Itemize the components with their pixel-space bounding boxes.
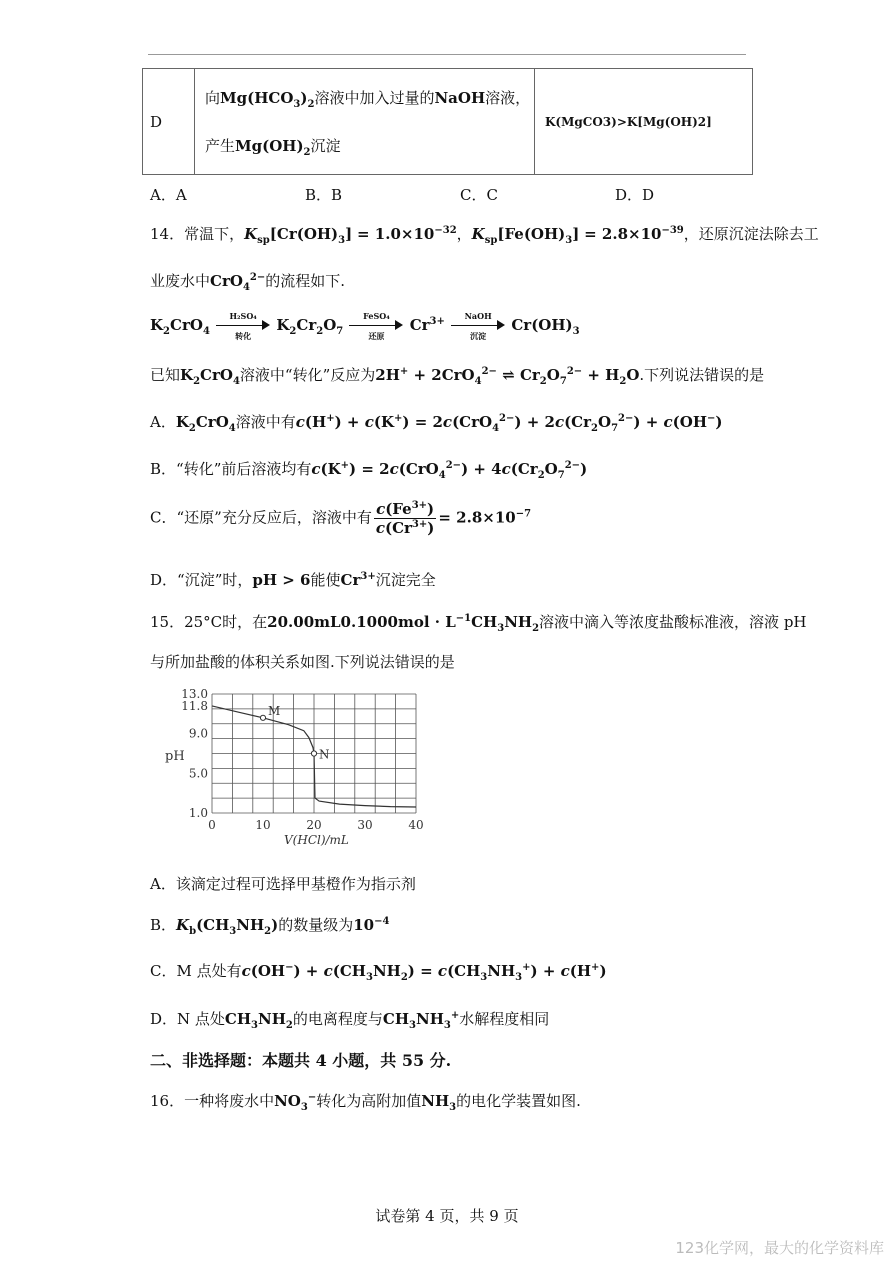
chart-y-ticks — [181, 687, 208, 820]
flow-arrow-2 — [349, 311, 403, 341]
reagent-label: NaOH — [464, 311, 492, 321]
stem-text: 14．常温下， — [150, 225, 245, 243]
choice-c: C．C — [460, 186, 498, 204]
x-tick-label: 0 — [208, 818, 216, 832]
option-text: C．“还原”充分反应后，溶液中有 — [150, 508, 372, 527]
stem-text: .下列说法错误的是 — [639, 366, 765, 384]
q13-choices — [150, 184, 770, 205]
x-tick-label: 10 — [255, 818, 271, 832]
exp-ksp2: −39 — [661, 225, 684, 236]
reagent-label: H₂SO₄ — [229, 311, 257, 321]
stem-text: 的流程如下. — [265, 272, 346, 290]
q16-stem: 16．一种将废水中$NO_3^-$转化为高附加值$NH_3$的电化学装置如图. — [150, 1092, 581, 1113]
watermark: 123化学网，最大的化学资料库 — [675, 1239, 884, 1257]
formula-mg-oh2: $Mg(OH)_2$ — [235, 136, 311, 158]
desc-text: 溶液， — [485, 88, 531, 107]
q14-option-c — [150, 500, 531, 537]
q14-option-d: D．“沉淀”时，pH > 6能使$Cr^{3+}$沉淀完全 — [150, 571, 436, 589]
row-description — [195, 69, 535, 175]
stem-text: 已知 — [150, 366, 181, 384]
stem-text: 溶液中“转化”反应为 — [239, 366, 376, 384]
chart-x-ticks — [208, 818, 423, 832]
step-label: 转化 — [235, 331, 252, 341]
row-conclusion — [535, 69, 753, 175]
q14-option-b: B．“转化”前后溶液均有$c(K^+) = 2c(CrO_4^{2-}) + 4c(Cr_2O_7^{2-})$ — [150, 460, 588, 481]
point-label-m: M — [268, 703, 281, 718]
point-m — [260, 715, 265, 720]
option-text: 沉淀完全 — [375, 571, 436, 589]
y-tick-label: 1.0 — [188, 806, 208, 820]
option-text: 水解程度相同 — [459, 1010, 550, 1028]
formula-naoh: NaOH — [434, 88, 486, 107]
y-tick-label: 5.0 — [188, 766, 208, 781]
concentration: 20.00mL0.1000mol · L — [267, 613, 456, 631]
point-n — [311, 751, 316, 756]
step-label: 沉淀 — [470, 331, 487, 341]
desc-line-2 — [205, 122, 533, 170]
q14-stem-line2: 业废水中CrO$_4^{2-}$的流程如下. — [150, 272, 346, 293]
q14-known: 已知$K_2CrO_4$溶液中“转化”反应为2H+ + 2CrO$_4^{2-}$ ⇌ $Cr_2O_7^{2-} + H_2O$.下列说法错误的是 — [150, 366, 765, 387]
chart-x-label: V(HCl)/mL — [284, 833, 349, 847]
formula-mg-hco3: $Mg(HCO_3)_2$ — [220, 88, 315, 110]
option-exp: −7 — [515, 508, 532, 520]
q15-option-c: C．M 点处有$c(OH^-) + c(CH_3NH_2) = c(CH_3NH_3^+) + c(H^+)$ — [150, 962, 607, 983]
option-text: B． — [150, 916, 177, 934]
exp-ksp1: −32 — [434, 225, 457, 236]
q15-option-d: D．N 点处$CH_3NH_2$的电离程度与$CH_3NH_3^+$水解程度相同 — [150, 1010, 550, 1031]
page-footer: 试卷第 4 页，共 9 页 — [375, 1207, 519, 1225]
y-tick-label: 11.8 — [181, 698, 208, 713]
step-label: 还原 — [368, 331, 385, 341]
point-label-n: N — [319, 747, 330, 762]
option-text: 能使 — [310, 571, 341, 589]
desc-line-1 — [205, 74, 533, 122]
conclusion-text: K(MgCO3)>K[Mg(OH)2] — [545, 114, 712, 129]
row-label: D — [143, 69, 195, 175]
q14-option-a: A．$K_2CrO_4$溶液中有$c(H^+) + c(K^+) = 2c(CrO_4^{2-}) + 2c(Cr_2O_7^{2-}) + c(OH^-)$ — [150, 413, 723, 434]
option-table — [142, 68, 753, 175]
stem-text: 15．25°C时，在 — [150, 613, 268, 631]
stem-text: 溶液中滴入等浓度盐酸标准液，溶液 pH — [539, 613, 807, 631]
stem-text: 转化为高附加值 — [316, 1092, 422, 1110]
table-row — [143, 69, 753, 175]
header-rule — [148, 54, 746, 55]
chart-points — [260, 704, 329, 762]
stem-text: 业废水中 — [150, 272, 211, 290]
q15-option-a: A．该滴定过程可选择甲基橙作为指示剂 — [150, 875, 416, 893]
fraction: $\frac{c(Fe^{3+})}{c(Cr^{3+})}$ — [375, 500, 435, 537]
flow-arrow-3 — [451, 311, 505, 341]
option-text: 的电离程度与 — [292, 1010, 383, 1028]
desc-text: 向 — [205, 88, 221, 107]
option-text: A． — [150, 413, 176, 431]
y-tick-label: 9.0 — [188, 726, 208, 741]
q15-stem-line1: 15．25°C时，在$20.00mL0.1000mol \cdot L^{-1}CH_3NH_2$溶液中滴入等浓度盐酸标准液，溶液 pH — [150, 613, 807, 634]
q15-stem-line2: 与所加盐酸的体积关系如图.下列说法错误的是 — [150, 653, 455, 671]
formula-cr-oh3: Cr(OH) — [276, 225, 339, 243]
q14-flow: $K_2CrO_4$ H₂SO₄ 转化 $K_2Cr_2O_7$ FeSO₄ 还原 $Cr^{3+}$ NaOH 沉淀 $Cr(OH)_3$ — [150, 311, 580, 341]
q14-stem-line1: 14．常温下，$K_{sp}[Cr(OH)_3] = 1.0\times 10^{-32}$，$K_{sp}[Fe(OH)_3] = 2.8\times 10^{-39}$，还原沉淀法除去工 — [150, 225, 819, 246]
stem-text: ，还原沉淀法除去工 — [683, 225, 819, 243]
x-tick-label: 20 — [306, 818, 322, 832]
q15-option-b: B．$K_b(CH_3NH_2)$的数量级为$10^{-4}$ — [150, 916, 390, 937]
titration-chart — [155, 686, 435, 852]
reagent-label: FeSO₄ — [363, 311, 390, 321]
stem-text: 16．一种将废水中 — [150, 1092, 275, 1110]
choice-d: D．D — [615, 186, 655, 204]
option-text: 溶液中有 — [235, 413, 296, 431]
y-tick-label: 13.0 — [181, 687, 208, 701]
option-value: = 2.8×10 — [438, 508, 516, 527]
formula-fe-oh3: Fe(OH) — [504, 225, 566, 243]
desc-text: 产生 — [205, 136, 236, 155]
x-tick-label: 40 — [408, 818, 424, 832]
option-text: B．“转化”前后溶液均有 — [150, 460, 312, 478]
option-exp: −4 — [374, 916, 390, 927]
stem-text: 的电化学装置如图. — [456, 1092, 581, 1110]
option-text: 的数量级为 — [278, 916, 354, 934]
option-text: D．N 点处 — [150, 1010, 225, 1028]
chart-y-label: pH — [165, 749, 185, 764]
choice-a: A．A — [150, 186, 187, 204]
desc-text: 溶液中加入过量的 — [314, 88, 435, 107]
flow-arrow-1 — [216, 311, 270, 341]
formula-text: Mg(HCO — [220, 88, 294, 107]
option-text: C．M 点处有 — [150, 962, 242, 980]
option-text: D．“沉淀”时， — [150, 571, 253, 589]
option-value: 10 — [353, 916, 375, 934]
ph-condition: pH > 6 — [252, 571, 311, 589]
formula-text: Mg(OH) — [235, 136, 304, 155]
section-2-heading: 二、非选择题：本题共 4 小题，共 55 分. — [150, 1051, 452, 1070]
desc-text: 沉淀 — [310, 136, 341, 155]
x-tick-label: 30 — [357, 818, 373, 832]
value-ksp2: = 2.8×10 — [584, 225, 662, 243]
choice-b: B．B — [305, 186, 343, 204]
value-ksp1: = 1.0×10 — [357, 225, 435, 243]
